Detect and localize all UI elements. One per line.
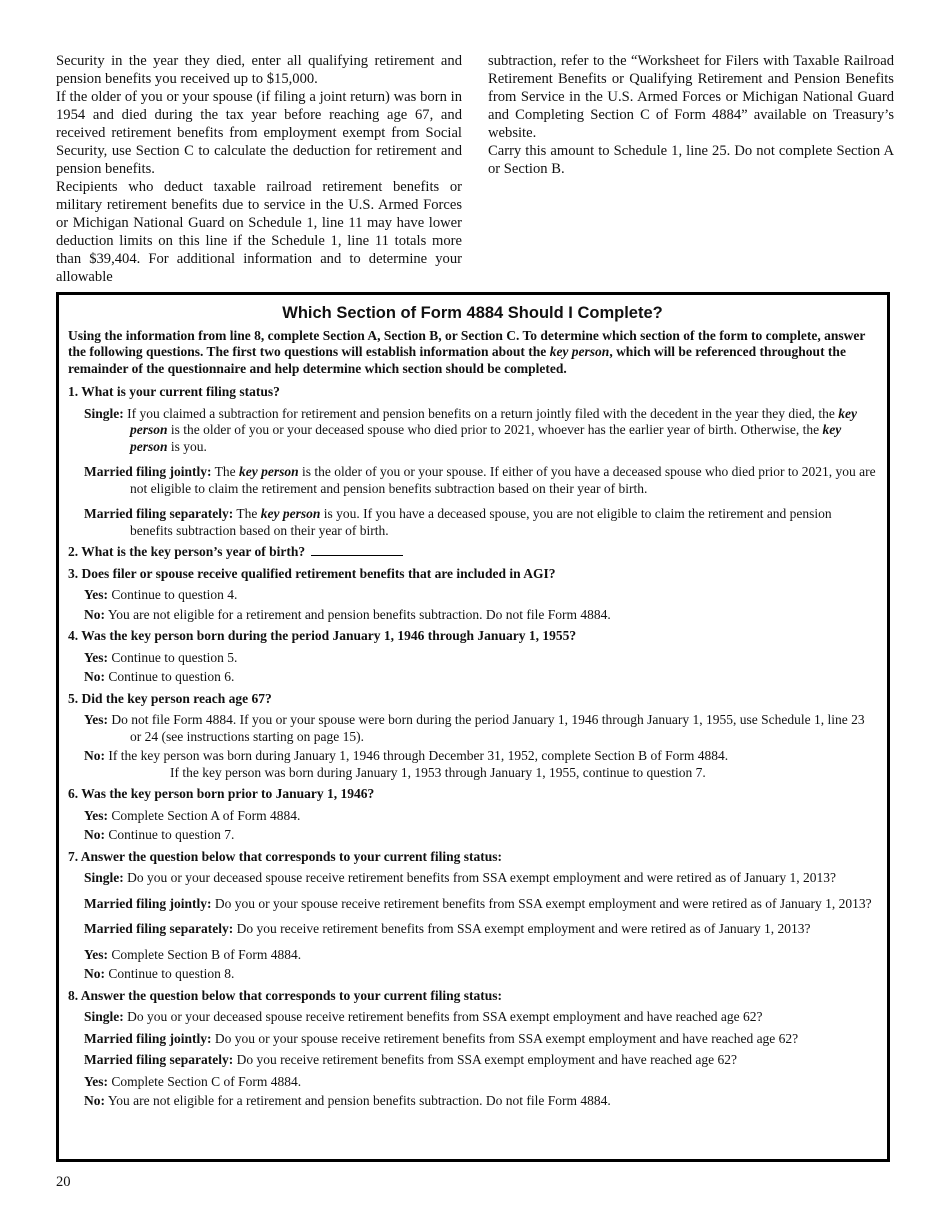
question-3: 3. Does filer or spouse receive qualified retirement benefits that are included in AGI? [68,565,556,581]
q6-yes: Yes: Complete Section A of Form 4884. [84,807,301,823]
q5-no: No: If the key person was born during January 1, 1946 through December 31, 1952, complete Section B of Form 4884. If the key person was born during January 1, 1953 through January 1, 1955, continue to question 7. [84,748,729,780]
question-6: 6. Was the key person born prior to January 1, 1946? [68,786,375,801]
q8-no: No: You are not eligible for a retirement and pension benefits subtraction. Do not file Form 4884. [84,1093,611,1108]
q7-married-jointly: Married filing jointly: Do you or your spouse receive retirement benefits from SSA exempt employment and were retired as of January 1, 2013? [84,895,872,911]
q8-yes: Yes: Complete Section C of Form 4884. [84,1073,302,1089]
q6-no: No: Continue to question 7. [84,827,235,842]
paragraph: If the older of you or your spouse (if filing a joint return) was born in 1954 and died during the tax year before reaching age 67, and received retirement benefits from employment exempt from Social Security, use Section C to calculate the deduction for retirement and pension benefits. [56,89,462,177]
q4-no: No: Continue to question 6. [84,669,235,684]
intro-text: Using the information from line 8, complete Section A, Section B, or Section C. To determine which section of the form to complete, answer the following questions. The first two questions will establish information about the key person, which will be referenced throughout the remainder of the questionnaire and help determine which section should be completed. [68,327,866,376]
q3-no: No: You are not eligible for a retirement and pension benefits subtraction. Do not file Form 4884. [84,606,611,622]
q7-married-separately: Married filing separately: Do you receive retirement benefits from SSA exempt employment and were retired as of January 1, 2013? [84,921,811,936]
paragraph: Recipients who deduct taxable railroad retirement benefits or military retirement benefits due to service in the U.S. Armed Forces or Michigan National Guard on Schedule 1, line 11 may have lower deduction limits on this line if the Schedule 1, line 11 totals more than $39,404. For additional information and to determine your allowable [56,179,462,285]
question-8: 8. Answer the question below that corresponds to your current filing status: [68,987,503,1003]
question-2: 2. What is the key person’s year of birth? [68,544,877,561]
q8-married-separately: Married filing separately: Do you receive retirement benefits from SSA exempt employment and have reached age 62? [84,1052,738,1067]
page-number: 20 [56,1174,71,1190]
q8-married-jointly: Married filing jointly: Do you or your spouse receive retirement benefits from SSA exempt employment and have reached age 62? [84,1030,799,1046]
q1-married-jointly: Married filing jointly: The key person is the older of you or your spouse. If either of you have a deceased spouse who died prior to 2021, you are not eligible to claim the retirement and pension benefits subtraction based on their year of birth. [84,464,876,496]
question-1: 1. What is your current filing status? [68,384,280,399]
q7-single: Single: Do you or your deceased spouse receive retirement benefits from SSA exempt employment and were retired as of January 1, 2013? [84,870,837,885]
q8-single: Single: Do you or your deceased spouse receive retirement benefits from SSA exempt employment and have reached age 62? [84,1009,763,1024]
q5-yes: Yes: Do not file Form 4884. If you or your spouse were born during the period January 1, 1946 through January 1, 1955, use Schedule 1, line 23 or 24 (see instructions starting on page 15). [84,712,865,744]
paragraph: Carry this amount to Schedule 1, line 25. Do not complete Section A or Section B. [488,143,894,177]
question-4: 4. Was the key person born during the period January 1, 1946 through January 1, 1955? [68,628,577,643]
q4-yes: Yes: Continue to question 5. [84,649,238,665]
q7-no: No: Continue to question 8. [84,966,235,981]
q7-yes: Yes: Complete Section B of Form 4884. [84,946,302,962]
question-5: 5. Did the key person reach age 67? [68,690,272,706]
q3-yes: Yes: Continue to question 4. [84,587,238,602]
box-title: Which Section of Form 4884 Should I Complete? [282,304,663,322]
question-7: 7. Answer the question below that corresponds to your current filing status: [68,848,503,864]
q1-married-separately: Married filing separately: The key person is you. If you have a deceased spouse, you are not eligible to claim the retirement and pension benefits subtraction based on their year of birth. [84,506,832,538]
paragraph: subtraction, refer to the “Worksheet for Filers with Taxable Railroad Retirement Benefits or Qualifying Retirement and Pension Benefits from Service in the U.S. Armed Forces or Michigan National Guard and Completing Section C of Form 4884” available on Treasury’s website. [488,53,894,141]
paragraph: Security in the year they died, enter all qualifying retirement and pension benefits you received up to $15,000. [56,53,462,87]
questionnaire-box [56,292,890,1162]
q1-single: Single: If you claimed a subtraction for retirement and pension benefits on a return jointly filed with the decedent in the year they died, the key person is the older of you or your deceased spouse who died prior to 2021, whoever has the earlier year of birth. Otherwise, the key person is you. [84,405,858,454]
left-column [56,52,462,286]
two-column-text [56,52,894,286]
year-of-birth-blank [311,544,403,556]
right-column [488,52,894,286]
